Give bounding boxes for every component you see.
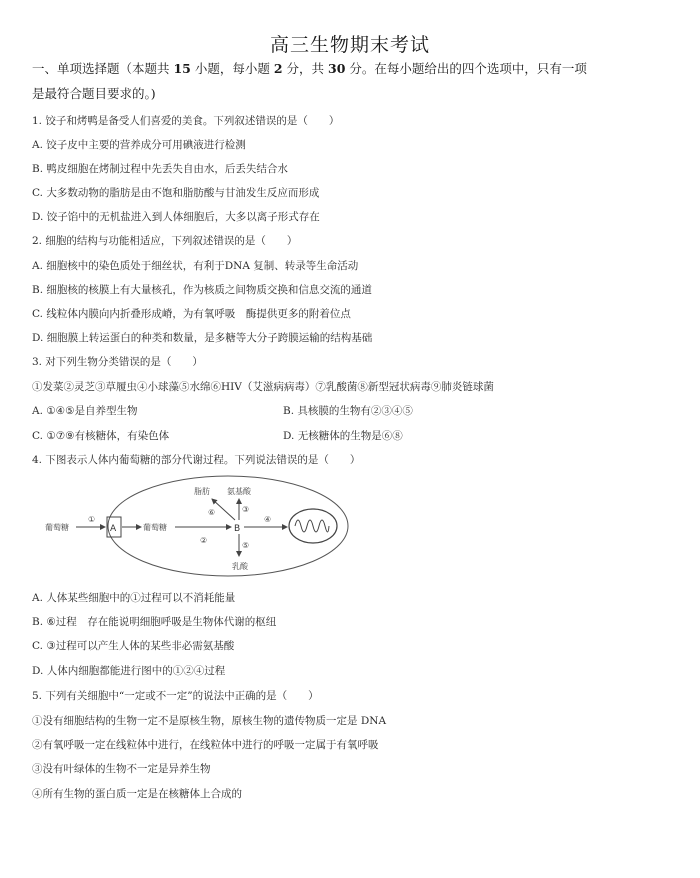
step-1-label: ①	[88, 515, 96, 524]
q3-option-d: D. 无核糖体的生物是⑥⑧	[283, 430, 403, 442]
q3-option-b: B. 具核膜的生物有②③④⑤	[283, 405, 413, 417]
q3-organism-list: ①发菜②灵芝③草履虫④小球藻⑤水绵⑥HIV（艾滋病病毒）⑦乳酸菌⑧新型冠状病毒⑨肺炎链球菌	[32, 381, 494, 393]
step-6-label: ⑥	[208, 508, 216, 517]
diagram-glucose-left: 葡萄糖	[45, 523, 69, 532]
diagram-glucose-mid: 葡萄糖	[143, 523, 167, 532]
step-2-label: ②	[200, 536, 208, 545]
q2-option-c: C. 线粒体内膜向内折叠形成嵴，为有氧呼吸 酶提供更多的附着位点	[32, 308, 351, 320]
q1-option-d: D. 饺子馅中的无机盐进入到人体细胞后，大多以离子形式存在	[32, 211, 320, 223]
q5-statement-4: ④所有生物的蛋白质一定是在核糖体上合成的	[32, 788, 242, 800]
q5-stem: 5. 下列有关细胞中“一定或不一定”的说法中正确的是（ ）	[32, 690, 319, 702]
diagram-lactic-label: 乳酸	[232, 562, 248, 571]
q3-option-c: C. ①⑦⑨有核糖体，有染色体	[32, 430, 170, 442]
q2-option-b: B. 细胞核的核膜上有大量核孔，作为核质之间物质交换和信息交流的通道	[32, 284, 372, 296]
diagram-fat-label: 脂肪	[194, 487, 210, 496]
step-3-label: ③	[242, 505, 250, 514]
arrow-6	[212, 499, 235, 520]
q4-option-a: A. 人体某些细胞中的①过程可以不消耗能量	[32, 592, 236, 604]
q2-stem: 2. 细胞的结构与功能相适应，下列叙述错误的是（ ）	[32, 235, 298, 247]
q1-stem: 1. 饺子和烤鸭是备受人们喜爱的美食。下列叙述错误的是（ ）	[32, 115, 340, 127]
q3-option-a: A. ①④⑤是自养型生物	[32, 405, 138, 417]
section-intro-line2: 是最符合题目要求的。)	[32, 86, 156, 101]
q4-stem: 4. 下图表示人体内葡萄糖的部分代谢过程。下列说法错误的是（ ）	[32, 454, 361, 466]
q1-option-b: B. 鸭皮细胞在烤制过程中先丢失自由水，后丢失结合水	[32, 163, 288, 175]
glucose-metabolism-diagram	[30, 472, 360, 580]
page-title: 高三生物期末考试	[269, 34, 430, 56]
mitochondrion-icon	[289, 509, 337, 543]
q5-statement-1: ①没有细胞结构的生物一定不是原核生物，原核生物的遗传物质一定是 DNA	[32, 715, 387, 727]
q4-option-b: B. ⑥过程 存在能说明细胞呼吸是生物体代谢的枢纽	[32, 616, 277, 628]
diagram-node-b: B	[234, 524, 241, 534]
q4-option-d: D. 人体内细胞都能进行图中的①②④过程	[32, 665, 226, 677]
q5-statement-3: ③没有叶绿体的生物不一定是异养生物	[32, 763, 211, 775]
q5-statement-2: ②有氧呼吸一定在线粒体中进行，在线粒体中进行的呼吸一定属于有氧呼吸	[32, 739, 379, 751]
step-4-label: ④	[264, 515, 272, 524]
q1-option-a: A. 饺子皮中主要的营养成分可用碘液进行检测	[32, 139, 246, 151]
step-5-label: ⑤	[242, 541, 250, 550]
section-intro-line1: 一、单项选择题（本题共 15 小题，每小题 2 分，共 30 分。在每小题给出的四个选项中，只有一项	[32, 61, 587, 76]
q1-option-c: C. 大多数动物的脂肪是由不饱和脂肪酸与甘油发生反应而形成	[32, 187, 320, 199]
diagram-amino-label: 氨基酸	[227, 487, 251, 496]
q3-stem: 3. 对下列生物分类错误的是（ ）	[32, 356, 203, 368]
q2-option-a: A. 细胞核中的染色质处于细丝状，有利于DNA 复制、转录等生命活动	[32, 260, 359, 272]
q4-option-c: C. ③过程可以产生人体的某些非必需氨基酸	[32, 640, 235, 652]
q2-option-d: D. 细胞膜上转运蛋白的种类和数量，是多糖等大分子跨膜运输的结构基础	[32, 332, 373, 344]
diagram-box-a-label: A	[110, 524, 117, 534]
